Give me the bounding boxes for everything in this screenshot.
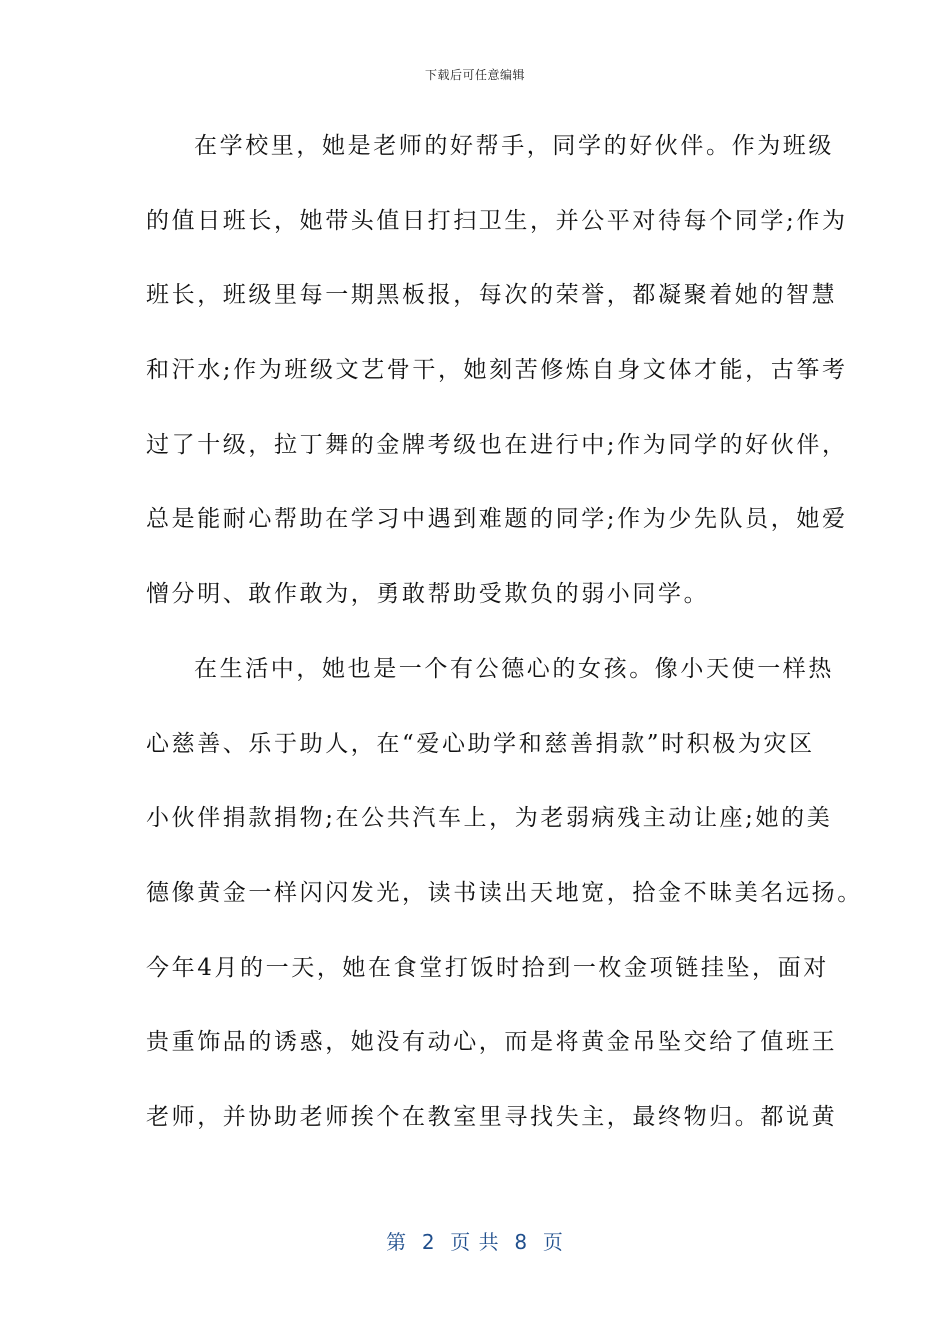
paragraph-2-line-5: 今年4月的一天，她在食堂打饭时拾到一枚金项链挂坠，面对 xyxy=(146,954,829,981)
document-body xyxy=(146,121,863,1167)
paragraph-2-line-3: 小伙伴捐款捐物;在公共汽车上，为老弱病残主动让座;她的美 xyxy=(146,805,833,832)
paragraph-2-line-6: 贵重饰品的诱惑，她没有动心，而是将黄金吊坠交给了值班王 xyxy=(146,1029,838,1056)
paragraph-1-line-6: 总是能耐心帮助在学习中遇到难题的同学;作为少先队员，她爱 xyxy=(146,506,848,533)
paragraph-2-line-4: 德像黄金一样闪闪发光，读书读出天地宽，拾金不昧美名远扬。 xyxy=(146,879,863,906)
paragraph-2-line-1: 在生活中，她也是一个有公德心的女孩。像小天使一样热 xyxy=(194,655,834,682)
paragraph-2-line-2: 心慈善、乐于助人，在“爱心助学和慈善捐款”时积极为灾区 xyxy=(146,730,815,757)
header-note: 下载后可任意编辑 xyxy=(424,68,525,82)
paragraph-1-line-1: 在学校里，她是老师的好帮手，同学的好伙伴。作为班级 xyxy=(194,133,834,159)
paragraph-2-line-7: 老师，并协助老师挨个在教室里寻找失主，最终物归。都说黄 xyxy=(146,1103,838,1130)
paragraph-1-line-2: 的值日班长，她带头值日打扫卫生，并公平对待每个同学;作为 xyxy=(146,207,848,234)
paragraph-1-line-5: 过了十级，拉丁舞的金牌考级也在进行中;作为同学的好伙伴， xyxy=(146,431,848,458)
page-number-footer: 第 2 页 共 8 页 xyxy=(386,1230,564,1254)
paragraph-1-line-7: 憎分明、敢作敢为，勇敢帮助受欺负的弱小同学。 xyxy=(146,581,710,608)
paragraph-1-line-3: 班长，班级里每一期黑板报，每次的荣誉，都凝聚着她的智慧 xyxy=(146,282,838,309)
paragraph-1-line-4: 和汗水;作为班级文艺骨干，她刻苦修炼自身文体才能，古筝考 xyxy=(146,357,848,384)
